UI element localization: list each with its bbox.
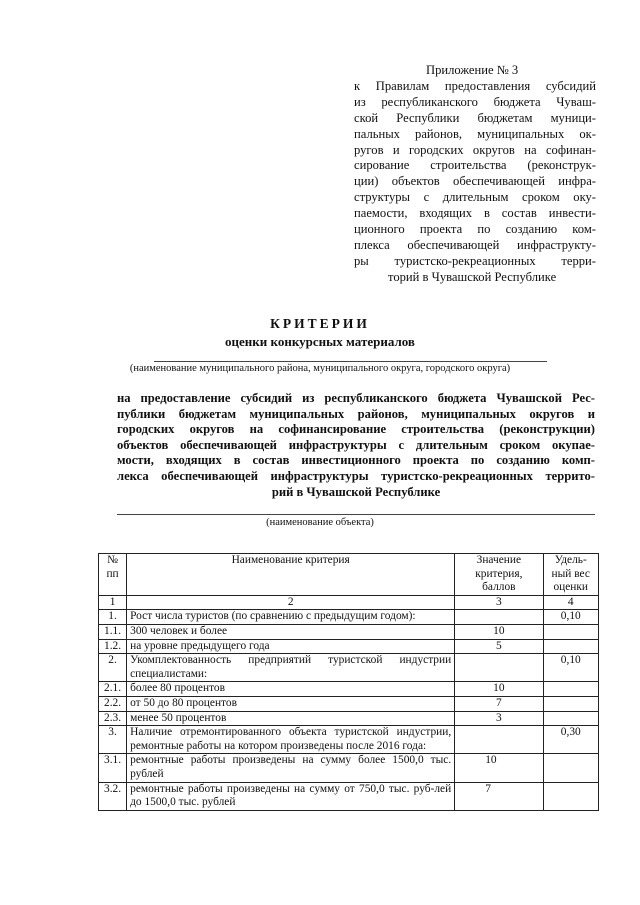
- appendix-line: к Правилам предоставления субсидий: [354, 78, 596, 93]
- row-weight: 0,10: [543, 654, 599, 682]
- purpose-line: на предоставление субсидий из республиканского бюджета Чувашской Рес-: [117, 391, 595, 405]
- header-name: Наименование критерия: [127, 554, 455, 596]
- row-name: Рост числа туристов (по сравнению с предыдущим годом):: [127, 610, 455, 625]
- row-num: 2.2.: [99, 696, 127, 711]
- appendix-line: ругов и городских округов на софинан-: [354, 142, 596, 157]
- row-name: на уровне предыдущего года: [127, 639, 455, 654]
- col-number: 2: [127, 595, 455, 610]
- appendix-line: ции) объектов обеспечивающей инфра-: [354, 174, 596, 189]
- criteria-title: КРИТЕРИИ: [270, 316, 370, 331]
- appendix-line: ционного проекта по созданию ком-: [354, 222, 596, 237]
- header-value: Значение критерия, баллов: [455, 554, 543, 596]
- col-number: 1: [99, 595, 127, 610]
- appendix-line: торий в Чувашской Республике: [388, 269, 557, 284]
- row-num: 3.1.: [99, 754, 127, 782]
- row-num: 1.: [99, 610, 127, 625]
- table-row: [99, 624, 599, 639]
- purpose-line: мости, входящих в состав инвестиционного проекта по созданию комп-: [117, 453, 595, 468]
- row-num: 1.2.: [99, 639, 127, 654]
- row-weight: [543, 754, 599, 782]
- table-row: [99, 654, 599, 682]
- row-value: 3: [455, 711, 543, 726]
- appendix-line: ры туристско-рекреационных терри-: [354, 253, 596, 268]
- purpose-paragraph: [117, 391, 595, 500]
- row-num: 2.3.: [99, 711, 127, 726]
- row-name: Укомплектованность предприятий туристской индустрии специалистами:: [127, 654, 455, 682]
- row-value: [455, 654, 543, 682]
- row-value: 10: [455, 682, 543, 697]
- table-row: [99, 711, 599, 726]
- municipality-blank-line: [154, 361, 547, 362]
- row-weight: [543, 711, 599, 726]
- criteria-subtitle: оценки конкурсных материалов: [225, 334, 415, 349]
- table-row: [99, 682, 599, 697]
- row-weight: 0,10: [543, 610, 599, 625]
- purpose-line: городских округов на софинансирование строительства (реконструкции): [117, 422, 595, 437]
- row-name: Наличие отремонтированного объекта туристской индустрии, ремонтные работы на котором произведены после 2016 года:: [127, 726, 455, 754]
- appendix-line: из республиканского бюджета Чуваш-: [354, 94, 596, 109]
- appendix-line: структуры с длительным сроком оку-: [354, 190, 596, 205]
- row-name: ремонтные работы произведены на сумму более 1500,0 тыс. рублей: [127, 754, 455, 782]
- row-value: [455, 610, 543, 625]
- row-num: 1.1.: [99, 624, 127, 639]
- appendix-line: ской Республики бюджетам муници-: [354, 110, 596, 125]
- row-name: 300 человек и более: [127, 624, 455, 639]
- municipality-caption: (наименование муниципального района, муниципального округа, городского округа): [129, 363, 511, 374]
- criteria-table: [98, 553, 599, 811]
- table-row: [99, 639, 599, 654]
- row-num: 2.: [99, 654, 127, 682]
- row-value: [455, 726, 543, 754]
- col-number: 3: [455, 595, 543, 610]
- table-row: [99, 610, 599, 625]
- row-weight: [543, 682, 599, 697]
- row-num: 2.1.: [99, 682, 127, 697]
- table-row: [99, 696, 599, 711]
- header-weight: Удель-ный вес оценки: [543, 554, 599, 596]
- table-row: [99, 782, 599, 810]
- row-weight: [543, 782, 599, 810]
- purpose-line: объектов обеспечивающей инфраструктуры с длительным сроком окупае-: [117, 437, 595, 452]
- row-value: 10: [455, 624, 543, 639]
- col-number: 4: [543, 595, 599, 610]
- row-name: ремонтные работы произведены на сумму от 750,0 тыс. руб-лей до 1500,0 тыс. рублей: [127, 782, 455, 810]
- row-value: 10: [455, 754, 543, 782]
- purpose-line: рий в Чувашской Республике: [271, 484, 441, 499]
- row-name: более 80 процентов: [127, 682, 455, 697]
- row-value: 7: [455, 782, 543, 810]
- object-blank-line: [117, 514, 595, 515]
- row-weight: [543, 639, 599, 654]
- row-weight: [543, 624, 599, 639]
- table-header-row: [99, 554, 599, 596]
- row-num: 3.2.: [99, 782, 127, 810]
- appendix-line: сирование строительства (реконструк-: [354, 158, 596, 173]
- row-name: от 50 до 80 процентов: [127, 696, 455, 711]
- purpose-line: лекса обеспечивающей инфраструктуры туристско-рекреационных террито-: [117, 468, 595, 483]
- appendix-line: паемости, входящих в состав инвести-: [354, 206, 596, 221]
- row-weight: [543, 696, 599, 711]
- row-value: 5: [455, 639, 543, 654]
- appendix-block: [354, 63, 596, 286]
- row-value: 7: [455, 696, 543, 711]
- appendix-title: Приложение № 3: [426, 63, 519, 77]
- object-caption: (наименование объекта): [266, 517, 374, 528]
- row-weight: 0,30: [543, 726, 599, 754]
- table-row: [99, 754, 599, 782]
- appendix-line: плекса обеспечивающей инфраструкту-: [354, 237, 596, 252]
- header-num: № пп: [99, 554, 127, 596]
- row-num: 3.: [99, 726, 127, 754]
- purpose-line: публики бюджетам муниципальных районов, муниципальных округов и: [117, 406, 595, 421]
- appendix-line: пальных районов, муниципальных ок-: [354, 126, 596, 141]
- row-name: менее 50 процентов: [127, 711, 455, 726]
- column-number-row: [99, 595, 599, 610]
- table-row: [99, 726, 599, 754]
